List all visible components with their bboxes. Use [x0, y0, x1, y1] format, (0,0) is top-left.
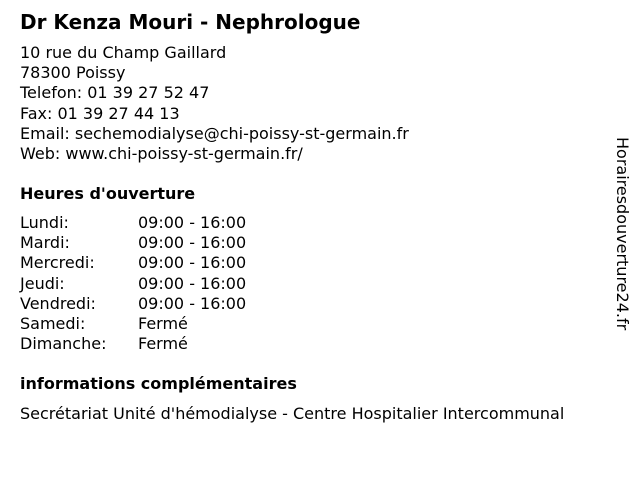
- time-value: 09:00 - 16:00: [138, 293, 247, 313]
- day-label: Jeudi:: [20, 273, 65, 293]
- day-label: Vendredi:: [20, 293, 96, 313]
- email-line: Email: sechemodialyse@chi-poissy-st-germain.fr: [20, 123, 409, 143]
- hours-row-friday: [20, 294, 320, 314]
- time-value: 09:00 - 16:00: [138, 213, 247, 232]
- hours-row-tuesday: [20, 233, 320, 253]
- day-label: Dimanche:: [20, 334, 107, 354]
- web-line: Web: www.chi-poissy-st-germain.fr/: [20, 143, 303, 163]
- info-heading: informations complémentaires: [20, 374, 297, 393]
- hours-heading: Heures d'ouverture: [20, 184, 196, 203]
- hours-row-wednesday: [20, 253, 320, 273]
- hours-row-saturday: [20, 314, 320, 334]
- hours-row-monday: [20, 213, 320, 233]
- site-watermark: Horairesdouverture24.fr: [613, 137, 632, 331]
- time-value: 09:00 - 16:00: [138, 273, 247, 293]
- time-value: 09:00 - 16:00: [138, 253, 247, 273]
- day-label: Mardi:: [20, 233, 70, 253]
- info-text: Secrétariat Unité d'hémodialyse - Centre Hospitalier Intercommunal: [20, 404, 565, 423]
- address-city: 78300 Poissy: [20, 63, 126, 83]
- hours-row-thursday: [20, 274, 320, 294]
- address-street: 10 rue du Champ Gaillard: [20, 43, 227, 62]
- time-value: 09:00 - 16:00: [138, 233, 247, 253]
- day-label: Mercredi:: [20, 253, 95, 273]
- phone-line: Telefon: 01 39 27 52 47: [20, 83, 210, 103]
- day-label: Lundi:: [20, 213, 69, 232]
- day-label: Samedi:: [20, 313, 86, 333]
- time-value: Fermé: [138, 313, 188, 333]
- time-value: Fermé: [138, 334, 188, 354]
- contact-block: [20, 43, 409, 164]
- hours-row-sunday: [20, 334, 320, 354]
- fax-line: Fax: 01 39 27 44 13: [20, 103, 180, 123]
- hours-table: [20, 213, 320, 354]
- page-title: Dr Kenza Mouri - Nephrologue: [20, 10, 361, 34]
